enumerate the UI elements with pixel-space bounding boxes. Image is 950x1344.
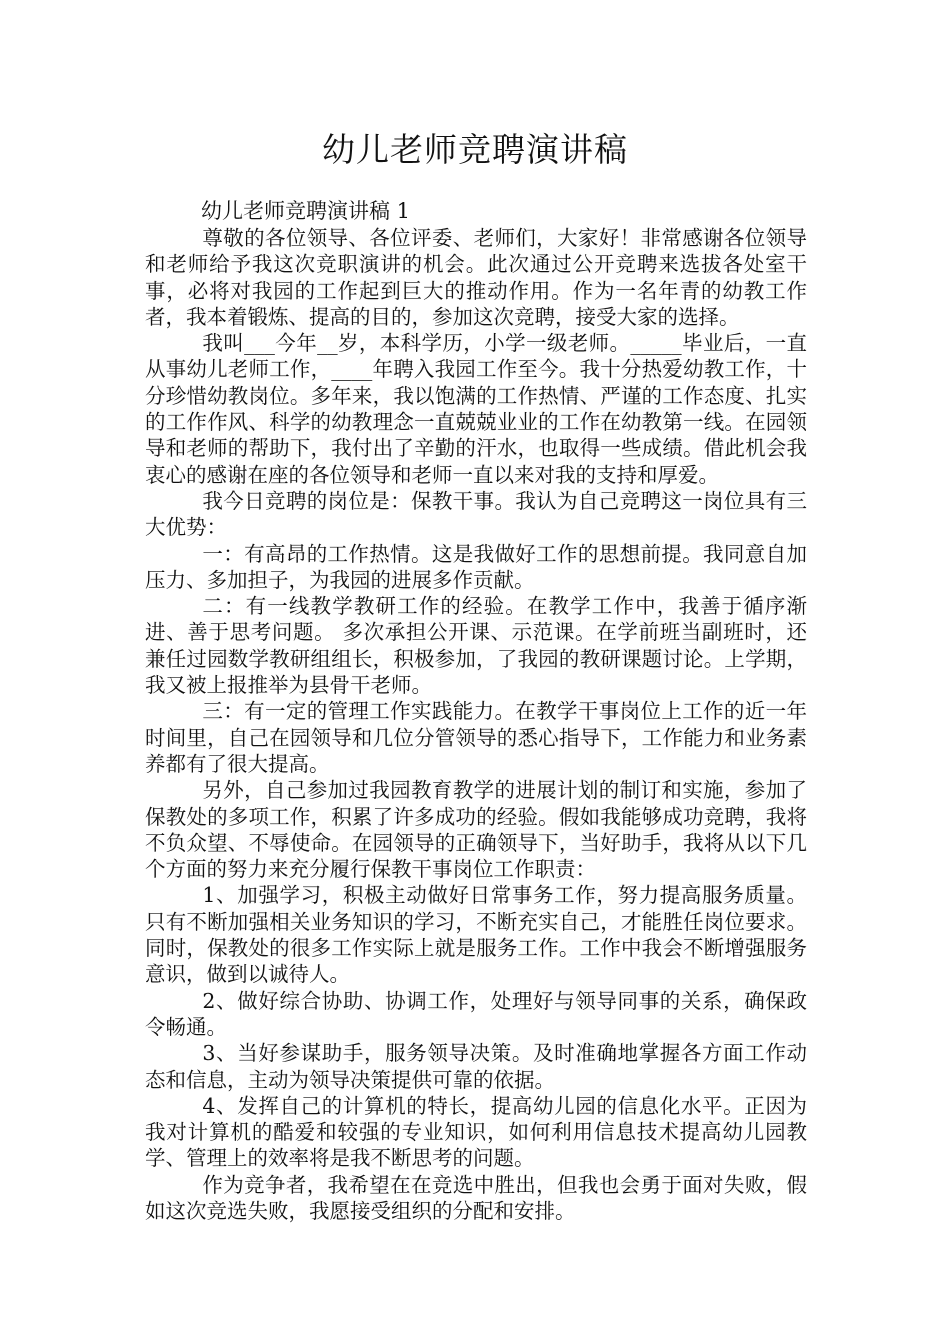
paragraph-position: 我今日竞聘的岗位是：保教干事。我认为自己竞聘这一岗位具有三大优势： [145, 488, 807, 540]
paragraph-greeting: 尊敬的各位领导、各位评委、老师们，大家好！非常感谢各位领导和老师给予我这次竞职演讲的机会。此次通过公开竞聘来选拔各处室干事，必将对我园的工作起到巨大的推动作用。作为一名年青的幼教工作者，我本着锻炼、提高的目的，参加这次竞聘，接受大家的选择。 [145, 226, 807, 329]
section-subtitle: 幼儿老师竞聘演讲稿 1 [201, 199, 411, 223]
paragraph-introduction: 我叫___今年__岁，本科学历，小学一级老师。_____毕业后，一直从事幼儿老师工作，____年聘入我园工作至今。我十分热爱幼教工作，十分珍惜幼教岗位。多年来，我以饱满的工作热情、严谨的工作态度、扎实的工作作风、科学的幼教理念一直兢兢业业的工作在幼教第一线。在园领导和老师的帮助下，我付出了辛勤的汗水，也取得一些成绩。借此机会我衷心的感谢在座的各位领导和老师一直以来对我的支持和厚爱。 [145, 331, 807, 487]
document-title: 幼儿老师竞聘演讲稿 [322, 130, 628, 169]
paragraph-plan-2: 2、做好综合协助、协调工作，处理好与领导同事的关系，确保政令畅通。 [145, 988, 807, 1039]
paragraph-plan-1: 1、加强学习，积极主动做好日常事务工作，努力提高服务质量。只有不断加强相关业务知识的学习，不断充实自己，才能胜任岗位要求。同时，保教处的很多工作实际上就是服务工作。工作中我会不断增强服务意识，做到以诚待人。 [145, 883, 807, 987]
paragraph-plan-4: 4、发挥自己的计算机的特长，提高幼儿园的信息化水平。正因为我对计算机的酷爱和较强的专业知识，如何利用信息技术提高幼儿园教学、管理上的效率将是我不断思考的问题。 [145, 1093, 807, 1171]
document-body [145, 198, 807, 1224]
paragraph-advantage-3: 三：有一定的管理工作实践能力。在教学干事岗位上工作的近一年时间里，自己在园领导和几位分管领导的悉心指导下，工作能力和业务素养都有了很大提高。 [145, 699, 807, 776]
paragraph-additional: 另外，自己参加过我园教育教学的进展计划的制订和实施，参加了保教处的多项工作，积累了许多成功的经验。假如我能够成功竞聘，我将不负众望、不辱使命。在园领导的正确领导下，当好助手，我将从以下几个方面的努力来充分履行保教干事岗位工作职责： [145, 778, 807, 882]
paragraph-closing: 作为竞争者，我希望在在竞选中胜出，但我也会勇于面对失败，假如这次竞选失败，我愿接受组织的分配和安排。 [145, 1172, 807, 1223]
paragraph-plan-3: 3、当好参谋助手，服务领导决策。及时准确地掌握各方面工作动态和信息，主动为领导决策提供可靠的依据。 [145, 1041, 807, 1092]
paragraph-advantage-1: 一：有高昂的工作热情。这是我做好工作的思想前提。我同意自加压力、多加担子，为我园的进展多作贡献。 [145, 541, 807, 592]
paragraph-advantage-2: 二：有一线教学教研工作的经验。在教学工作中，我善于循序渐进、善于思考问题。 多次承担公开课、示范课。在学前班当副班时，还兼任过园数学教研组组长，积极参加，了我园的教研课题讨论。上学期，我又被上报推举为县骨干老师。 [145, 594, 807, 698]
